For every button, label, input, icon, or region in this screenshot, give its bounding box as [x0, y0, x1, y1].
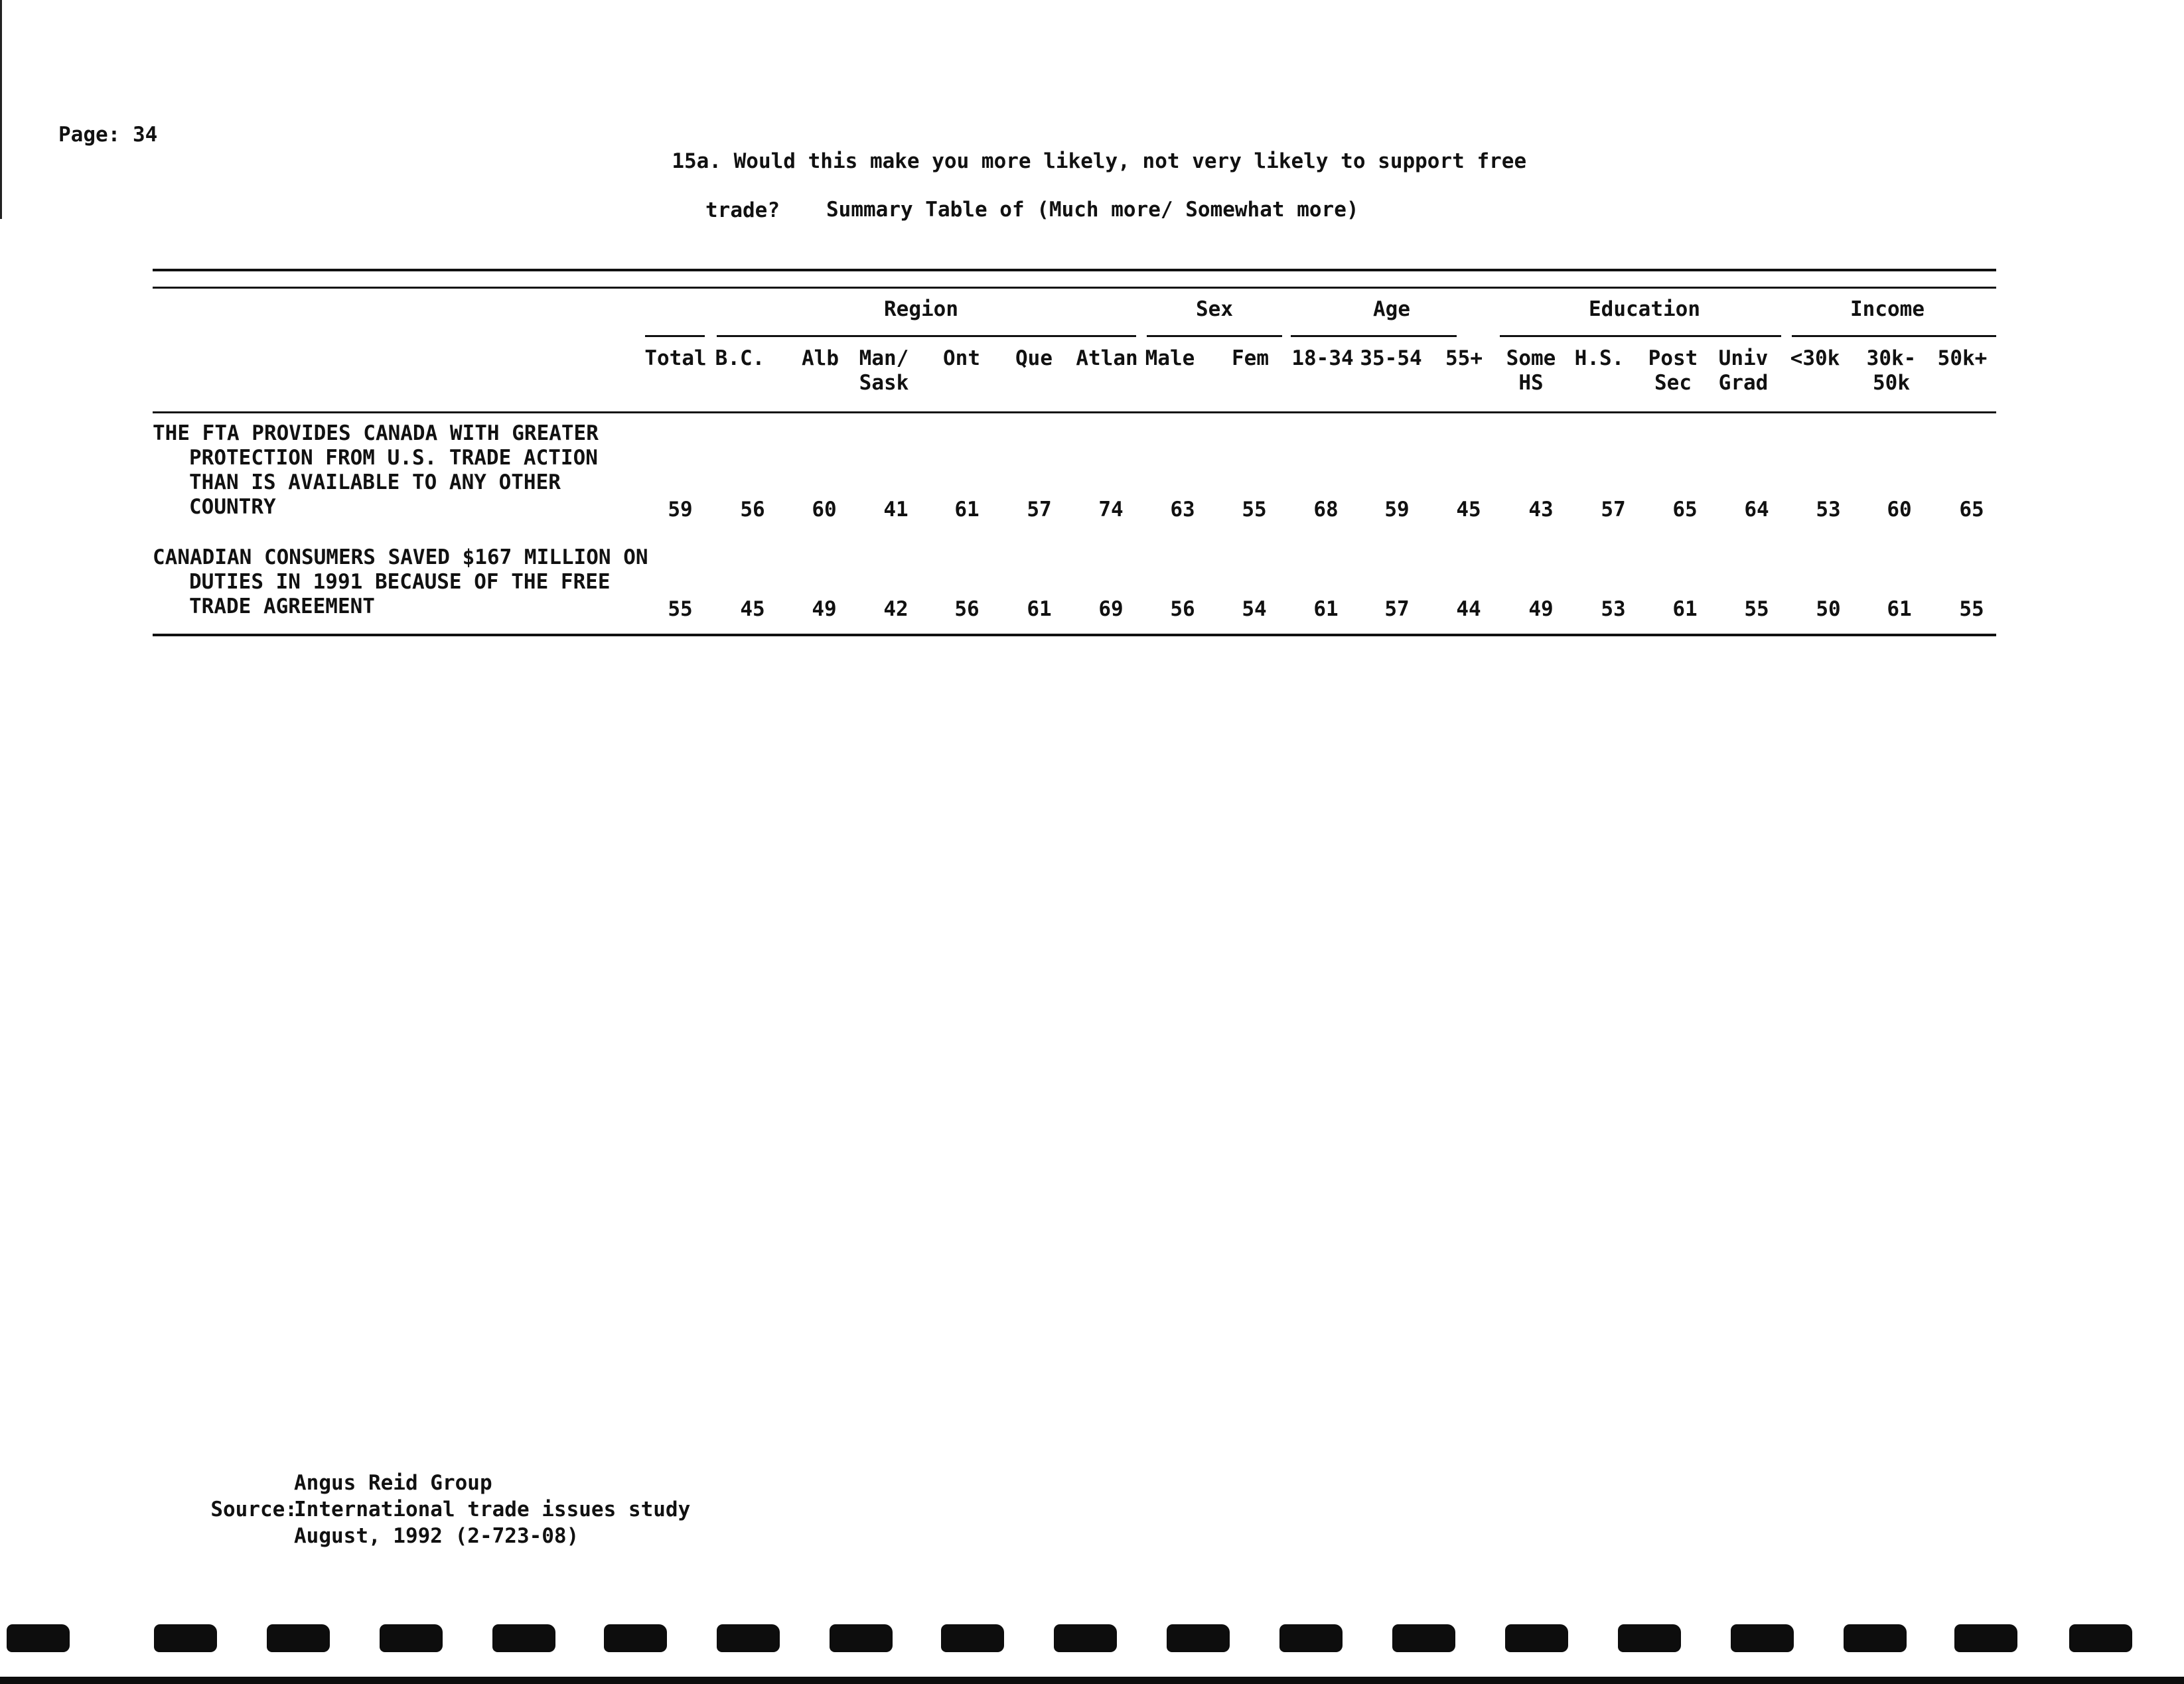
table-top-rule-inner: [153, 287, 1996, 289]
perforation-mark: [154, 1624, 217, 1652]
group-underline-education: [1500, 335, 1781, 337]
group-label-income: Income: [1850, 297, 1925, 321]
perforation-mark: [1054, 1624, 1117, 1652]
perforation-mark: [1167, 1624, 1230, 1652]
cell-male: 63: [1170, 498, 1195, 522]
row-label-consumers-saved: CANADIAN CONSUMERS SAVED $167 MILLION ON DUTIES IN 1991 BECAUSE OF THE FREE TRADE AGREEMENT: [153, 545, 648, 618]
col-header-50kplus: 50k+: [1937, 346, 1988, 370]
cell-bc: 56: [740, 498, 765, 522]
perforation-mark: [1392, 1624, 1455, 1652]
perforation-mark: [492, 1624, 555, 1652]
col-header-alb: Alb: [802, 346, 839, 370]
perforation-mark: [2069, 1624, 2132, 1652]
col-header-atlan: Atlan: [1076, 346, 1138, 370]
table-top-rule: [153, 269, 1996, 271]
cell-30k-50k: 60: [1887, 498, 1912, 522]
cell-post-sec: 65: [1672, 498, 1698, 522]
cell-hs: 53: [1601, 597, 1626, 621]
col-header-55plus: 55+: [1445, 346, 1483, 370]
col-header-35-54: 35-54: [1360, 346, 1422, 370]
cell-univ-grad: 55: [1744, 597, 1769, 621]
cell-male: 56: [1170, 597, 1195, 621]
perforation-mark: [604, 1624, 667, 1652]
perforation-mark: [717, 1624, 780, 1652]
header-bottom-rule: [153, 411, 1996, 413]
cell-ont: 61: [954, 498, 980, 522]
source-line: International trade issues study: [294, 1498, 691, 1521]
cell-que: 61: [1027, 597, 1052, 621]
cell-total: 59: [668, 498, 693, 522]
col-header-man-sask: Man/ Sask: [859, 346, 909, 395]
col-header-under-30k: <30k: [1790, 346, 1840, 370]
source-note: [186, 1470, 691, 1549]
source-line: Angus Reid Group: [294, 1471, 492, 1495]
question-text: [647, 125, 1526, 247]
cell-fem: 54: [1242, 597, 1267, 621]
cell-18-34: 68: [1313, 498, 1339, 522]
cell-univ-grad: 64: [1744, 498, 1769, 522]
col-header-bc: B.C.: [715, 346, 765, 370]
perforation-mark: [1279, 1624, 1343, 1652]
source-label: Source:: [210, 1498, 297, 1521]
col-header-total: Total: [644, 346, 707, 370]
col-header-post-sec: Post Sec: [1648, 346, 1698, 395]
group-underline-region: [717, 335, 1136, 337]
perforation-mark: [1505, 1624, 1568, 1652]
group-underline-total: [645, 335, 705, 337]
row-label-fta-protection: THE FTA PROVIDES CANADA WITH GREATER PROTECTION FROM U.S. TRADE ACTION THAN IS AVAILABLE TO ANY OTHER COUNTRY: [153, 421, 599, 519]
cell-under-30k: 50: [1816, 597, 1841, 621]
group-underline-sex: [1147, 335, 1282, 337]
col-header-hs: H.S.: [1574, 346, 1625, 370]
question-line-2: trade?: [705, 198, 780, 222]
cell-some-hs: 43: [1528, 498, 1554, 522]
cell-under-30k: 53: [1816, 498, 1841, 522]
perforation-mark: [380, 1624, 443, 1652]
perforation-mark: [1731, 1624, 1794, 1652]
page-number: Page: 34: [58, 123, 158, 147]
page-edge-line: [0, 0, 2, 219]
bottom-edge-bar: [0, 1677, 2184, 1684]
cell-man-sask: 41: [883, 498, 909, 522]
source-lines: [294, 1470, 690, 1549]
col-header-30k-50k: 30k- 50k: [1866, 346, 1917, 395]
source-line: August, 1992 (2-723-08): [294, 1524, 579, 1548]
cell-man-sask: 42: [883, 597, 909, 621]
group-label-age: Age: [1373, 297, 1410, 321]
table-bottom-rule: [153, 634, 1996, 636]
cell-bc: 45: [740, 597, 765, 621]
cell-post-sec: 61: [1672, 597, 1698, 621]
cell-total: 55: [668, 597, 693, 621]
group-underline-income: [1792, 335, 1996, 337]
perforation-mark: [1618, 1624, 1681, 1652]
perforation-mark: [830, 1624, 893, 1652]
col-header-univ-grad: Univ Grad: [1718, 346, 1769, 395]
cell-alb: 60: [812, 498, 837, 522]
perforation-mark: [1844, 1624, 1907, 1652]
perforation-strip: [0, 1624, 2184, 1656]
cell-hs: 57: [1601, 498, 1626, 522]
cell-some-hs: 49: [1528, 597, 1554, 621]
cell-atlan: 74: [1098, 498, 1124, 522]
group-underline-age: [1291, 335, 1457, 337]
cell-50kplus: 65: [1959, 498, 1984, 522]
cell-18-34: 61: [1313, 597, 1339, 621]
cell-30k-50k: 61: [1887, 597, 1912, 621]
question-line-1: 15a. Would this make you more likely, not very likely to support free: [672, 149, 1527, 173]
col-header-que: Que: [1015, 346, 1053, 370]
cell-55plus: 45: [1456, 498, 1481, 522]
cell-35-54: 59: [1384, 498, 1410, 522]
group-label-region: Region: [884, 297, 958, 321]
group-label-sex: Sex: [1196, 297, 1233, 321]
col-header-some-hs: Some HS: [1506, 346, 1556, 395]
cell-ont: 56: [954, 597, 980, 621]
perforation-mark: [941, 1624, 1004, 1652]
perforation-mark: [1954, 1624, 2017, 1652]
cell-que: 57: [1027, 498, 1052, 522]
cell-55plus: 44: [1456, 597, 1481, 621]
group-label-education: Education: [1589, 297, 1700, 321]
cell-alb: 49: [812, 597, 837, 621]
col-header-ont: Ont: [943, 346, 980, 370]
cell-35-54: 57: [1384, 597, 1410, 621]
cell-50kplus: 55: [1959, 597, 1984, 621]
cell-atlan: 69: [1098, 597, 1124, 621]
col-header-male: Male: [1145, 346, 1195, 370]
perforation-mark: [267, 1624, 330, 1652]
cell-fem: 55: [1242, 498, 1267, 522]
col-header-fem: Fem: [1232, 346, 1269, 370]
col-header-18-34: 18-34: [1291, 346, 1354, 370]
perforation-mark: [7, 1624, 70, 1652]
table-caption: Summary Table of (Much more/ Somewhat more): [826, 198, 1359, 222]
